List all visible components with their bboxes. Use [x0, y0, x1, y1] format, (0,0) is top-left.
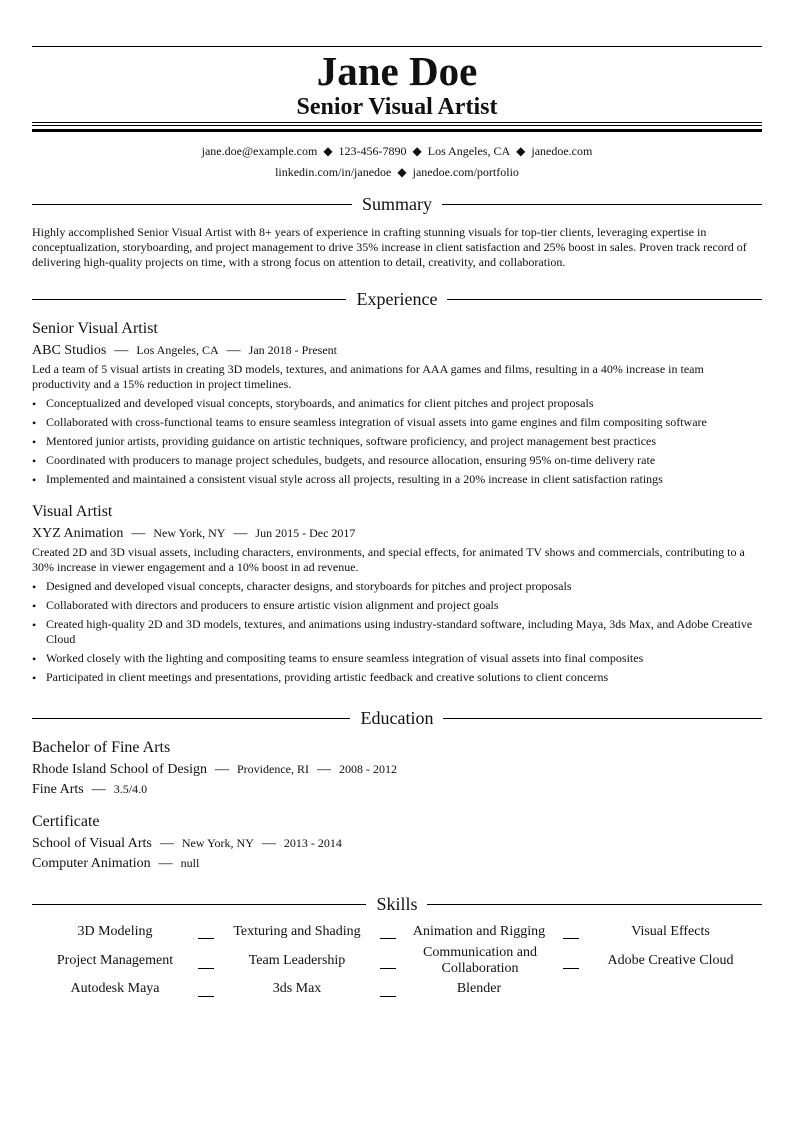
- job-description: Led a team of 5 visual artists in creating 3D models, textures, and animations for AAA games and films, resulting in a 40% increase in team productivity and a 15% reduction in project timelines.: [32, 362, 704, 391]
- header-rule-thick: [32, 129, 762, 132]
- section-title: Summary: [362, 194, 432, 214]
- job-title: Senior Visual Artist: [32, 320, 158, 337]
- skill-item: Texturing and Shading: [233, 924, 361, 939]
- job-dates: Jun 2015 - Dec 2017: [255, 526, 356, 540]
- skill-separator: [198, 996, 214, 997]
- list-item: • Designed and developed visual concepts, character designs, and storyboards for pitches and project proposals: [32, 579, 762, 594]
- skill-item: Communication and Collaboration: [423, 945, 537, 976]
- diamond-icon: ◆: [516, 144, 526, 158]
- summary-heading: [32, 193, 762, 217]
- dash: —: [131, 526, 146, 541]
- job-location: New York, NY: [153, 526, 226, 540]
- skill-item: Adobe Creative Cloud: [607, 953, 734, 968]
- job-bullets: [32, 396, 762, 487]
- school-name: Rhode Island School of Design: [32, 762, 207, 777]
- dash: —: [159, 836, 174, 851]
- section-title: Experience: [356, 289, 438, 309]
- gpa: 3.5/4.0: [113, 782, 148, 796]
- skill-item: Blender: [456, 981, 502, 996]
- company-name: XYZ Animation: [32, 526, 124, 541]
- summary-text: Highly accomplished Senior Visual Artist with 8+ years of experience in crafting stunning visuals for top-tier clients, leveraging expertise in conceptualization, storyboarding, and project management to drive 35% increase in client satisfaction and 25% boost in sales. Proven track record of delivering high-quality projects on time, with a strong focus on attention to detail, creativity, and collaboration.: [32, 225, 747, 269]
- website-link[interactable]: janedoe.com: [531, 144, 593, 158]
- email-link[interactable]: jane.doe@example.com: [201, 144, 318, 158]
- school-location: New York, NY: [181, 836, 254, 850]
- list-item: • Worked closely with the lighting and compositing teams to ensure seamless integration of visual assets into final composites: [32, 651, 762, 666]
- skill-separator: [380, 968, 396, 969]
- job-description: Created 2D and 3D visual assets, including characters, environments, and special effects, for animated TV shows and commercials, contributing to a 30% increase in viewer engagement and a 10% boost in ad revenue.: [32, 545, 745, 574]
- field-name: Computer Animation: [32, 856, 151, 871]
- header-rule: [32, 125, 762, 126]
- experience-heading: [32, 288, 762, 312]
- school-name: School of Visual Arts: [32, 836, 152, 851]
- list-item: • Collaborated with cross-functional teams to ensure seamless integration of visual assets into game engines and film compositing software: [32, 415, 762, 430]
- skill-item: Autodesk Maya: [70, 981, 160, 996]
- skills-heading: [32, 893, 762, 917]
- skill-item: Team Leadership: [248, 953, 346, 968]
- list-item: • Mentored junior artists, providing guidance on artistic techniques, software proficiency, and project management best practices: [32, 434, 762, 449]
- diamond-icon: ◆: [397, 165, 407, 179]
- list-item: • Participated in client meetings and presentations, providing artistic feedback and creative solutions to client concerns: [32, 670, 762, 685]
- dash: —: [114, 343, 129, 358]
- education-meta: [32, 834, 342, 853]
- skill-item: Animation and Rigging: [412, 924, 546, 939]
- top-rule: [32, 46, 762, 47]
- diamond-icon: ◆: [323, 144, 333, 158]
- job-title: Visual Artist: [32, 503, 113, 520]
- dash: —: [158, 856, 173, 871]
- contact-line-2: [32, 164, 762, 180]
- school-location: Providence, RI: [236, 762, 309, 776]
- job-location: Los Angeles, CA: [136, 343, 219, 357]
- list-item: • Collaborated with directors and producers to ensure artistic vision alignment and project goals: [32, 598, 762, 613]
- section-title: Skills: [376, 894, 418, 914]
- dash: —: [261, 836, 276, 851]
- dash: —: [226, 343, 241, 358]
- skill-separator: [380, 938, 396, 939]
- education-heading: [32, 707, 762, 731]
- education-dates: 2008 - 2012: [338, 762, 397, 776]
- job-dates: Jan 2018 - Present: [248, 343, 337, 357]
- skill-separator: [563, 968, 579, 969]
- diamond-icon: ◆: [412, 144, 422, 158]
- company-name: ABC Studios: [32, 343, 107, 358]
- job-meta: [32, 524, 355, 543]
- degree-title: Certificate: [32, 813, 100, 830]
- skill-separator: [198, 968, 214, 969]
- dash: —: [214, 762, 229, 777]
- dash: —: [91, 782, 106, 797]
- degree-title: Bachelor of Fine Arts: [32, 739, 171, 756]
- section-title: Education: [360, 708, 434, 728]
- candidate-name: Jane Doe: [316, 48, 478, 94]
- location-text: Los Angeles, CA: [427, 144, 511, 158]
- skill-item: Visual Effects: [631, 924, 710, 939]
- list-item: • Conceptualized and developed visual concepts, storyboards, and animatics for client pitches and project proposals: [32, 396, 762, 411]
- contact-line-1: [32, 143, 762, 159]
- dash: —: [233, 526, 248, 541]
- dash: —: [316, 762, 331, 777]
- candidate-title: Senior Visual Artist: [296, 94, 498, 120]
- skill-separator: [380, 996, 396, 997]
- list-item: • Implemented and maintained a consistent visual style across all projects, resulting in a 20% increase in client satisfaction ratings: [32, 472, 762, 487]
- job-bullets: [32, 579, 762, 685]
- header-rule: [32, 122, 762, 123]
- list-item: • Coordinated with producers to manage project schedules, budgets, and resource allocation, ensuring 95% on-time delivery rate: [32, 453, 762, 468]
- job-meta: [32, 341, 337, 360]
- education-field: [32, 780, 147, 799]
- list-item: • Created high-quality 2D and 3D models, textures, and animations using industry-standard software, including Maya, 3ds Max, and Adobe Creative Cloud: [32, 617, 762, 647]
- skill-item: 3D Modeling: [77, 924, 153, 939]
- skill-item: 3ds Max: [272, 981, 322, 996]
- education-meta: [32, 760, 397, 779]
- gpa: null: [180, 856, 200, 870]
- skill-separator: [198, 938, 214, 939]
- portfolio-link[interactable]: janedoe.com/portfolio: [412, 165, 519, 179]
- education-dates: 2013 - 2014: [283, 836, 342, 850]
- linkedin-link[interactable]: linkedin.com/in/janedoe: [275, 165, 392, 179]
- skill-separator: [563, 938, 579, 939]
- phone-number[interactable]: 123-456-7890: [338, 144, 407, 158]
- field-name: Fine Arts: [32, 782, 84, 797]
- skill-item: Project Management: [56, 953, 174, 968]
- education-field: [32, 854, 199, 873]
